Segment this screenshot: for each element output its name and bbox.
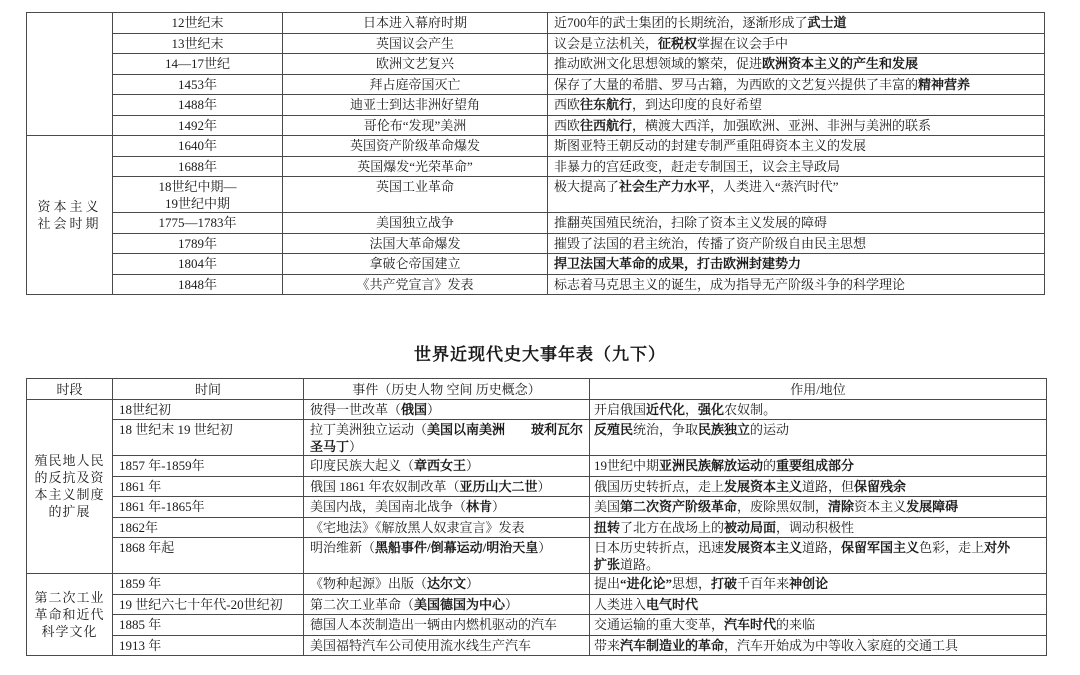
text-segment: ，调动积极性 <box>776 519 855 535</box>
effect-cell <box>548 95 1045 116</box>
text-segment: 1775—1783年 <box>158 215 237 230</box>
timeline-row <box>27 54 1045 75</box>
text-segment: 1492年 <box>177 117 217 133</box>
timeline-row <box>27 538 1047 574</box>
timeline-row <box>27 476 1047 497</box>
time-cell <box>113 74 283 95</box>
text-segment: 拿破仑帝国建立 <box>369 256 461 271</box>
text-segment: 标志着马克思主义的诞生，成为指导无产阶级斗争的科学理论 <box>554 276 906 292</box>
text-segment: ，人类进入“蒸汽时代” <box>710 179 839 194</box>
text-segment: 日本历史转折点，迅速 <box>594 540 725 555</box>
bold-text-segment: 亚历山大二世 <box>459 478 538 494</box>
time-cell <box>113 274 283 295</box>
bold-text-segment: 欧洲资本主义的产生和发展 <box>762 56 919 71</box>
bold-text-segment: 林肯 <box>466 499 493 514</box>
text-segment: 摧毁了法国的君主统治，传播了资产阶级自由民主思想 <box>554 235 867 251</box>
page-title: 世界近现代史大事年表（九下） <box>414 345 666 364</box>
time-cell <box>113 538 304 574</box>
text-segment: 1913 年 <box>119 637 162 653</box>
time-cell <box>113 420 304 456</box>
text-segment: 13世纪末 <box>171 35 224 51</box>
header-period: 时段 <box>27 379 113 400</box>
text-segment: 近700年的武士集团的长期统治，逐渐形成了 <box>554 15 808 30</box>
timeline-row <box>27 517 1047 538</box>
text-segment: 千百年来 <box>737 576 790 591</box>
bold-text-segment: 保留残余 <box>854 478 907 494</box>
bold-text-segment: 捍卫法国大革命的成果，打击欧洲封建势力 <box>554 256 802 271</box>
effect-cell <box>590 399 1047 420</box>
time-cell <box>113 456 304 477</box>
text-segment: ，横渡大西洋，加强欧洲、亚洲、非洲与美洲的联系 <box>632 117 932 133</box>
bold-text-segment: 第二次资产阶级革命 <box>620 499 738 514</box>
text-segment: 的运动 <box>750 422 790 437</box>
time-cell <box>113 497 304 518</box>
event-cell <box>283 54 548 75</box>
text-segment: 非暴力的宫廷政变，赶走专制国王，议会主导政局 <box>554 158 841 174</box>
effect-cell <box>590 574 1047 595</box>
text-segment: 迪亚士到达非洲好望角 <box>349 97 480 112</box>
bold-text-segment: 黑船事件/倒幕运动/明治天皇 <box>375 540 539 555</box>
upper-table-body <box>27 13 1045 295</box>
event-cell <box>304 517 590 538</box>
timeline-row <box>27 615 1047 636</box>
time-cell <box>113 476 304 497</box>
event-cell <box>283 156 548 177</box>
time-cell <box>113 517 304 538</box>
timeline-row <box>27 233 1045 254</box>
bold-text-segment: 发展资本主义 <box>724 478 803 494</box>
table-header <box>27 379 1047 400</box>
text-segment: 第二次工业革命（ <box>310 596 415 612</box>
bold-text-segment: 精神营养 <box>918 76 971 92</box>
text-segment: 拉丁美洲独立运动（ <box>310 422 428 437</box>
period-label: 殖民地人民的反抗及资本主义制度的扩展 <box>34 453 105 520</box>
text-segment: 1453年 <box>177 76 217 92</box>
text-segment: 《共产党宣言》发表 <box>356 276 474 292</box>
text-segment: 明治维新（ <box>310 540 376 555</box>
text-segment: 提出 <box>594 576 621 591</box>
effect-cell <box>548 136 1045 157</box>
text-segment: 《物种起源》出版（ <box>310 576 428 591</box>
text-segment: 1861 年 <box>119 478 162 494</box>
bold-text-segment: 亚洲民族解放运动 <box>659 458 764 473</box>
text-segment: 英国爆发“光荣革命” <box>357 158 473 174</box>
bold-text-segment: 电气时代 <box>646 596 699 612</box>
timeline-row <box>27 213 1045 234</box>
text-segment: 彼得一世改革（ <box>310 401 402 417</box>
event-cell <box>304 635 590 656</box>
text-segment: ） <box>427 401 441 417</box>
bold-text-segment: 汽车时代 <box>724 617 777 632</box>
text-segment: 人类进入 <box>594 596 647 612</box>
time-cell <box>113 233 283 254</box>
text-segment: 道路，但 <box>802 478 855 494</box>
text-segment: 推动欧洲文化思想领域的繁荣，促进 <box>554 56 763 71</box>
effect-cell <box>590 420 1047 456</box>
text-segment: 1861 年-1865年 <box>119 499 205 514</box>
time-cell <box>113 95 283 116</box>
bold-text-segment: 打破 <box>711 576 738 591</box>
event-cell <box>283 254 548 275</box>
timeline-row <box>27 497 1047 518</box>
time-cell <box>113 13 283 34</box>
timeline-row <box>27 635 1047 656</box>
event-cell <box>283 177 548 213</box>
text-segment: ） <box>505 596 519 612</box>
text-segment: 的来临 <box>776 617 816 632</box>
bold-text-segment: 反殖民 <box>594 422 634 437</box>
effect-cell <box>548 254 1045 275</box>
timeline-row <box>27 420 1047 456</box>
text-segment: 了北方在战场上的 <box>620 519 725 535</box>
text-segment: 1789年 <box>177 235 217 251</box>
bold-text-segment: 社会生产力水平 <box>619 179 711 194</box>
text-segment: 美国福特汽车公司使用流水线生产汽车 <box>310 637 532 653</box>
bold-text-segment: 俄国 <box>401 401 428 417</box>
period-label: 资本主义社会时期 <box>37 199 102 231</box>
bold-text-segment: 达尔文 <box>427 576 467 591</box>
text-segment: 带来 <box>594 637 621 653</box>
bold-text-segment: 汽车制造业的革命 <box>620 637 725 653</box>
lower-table-body <box>27 399 1047 656</box>
upper-timeline-table <box>26 12 1045 295</box>
time-cell <box>113 213 283 234</box>
period-cell <box>27 13 113 136</box>
text-segment: 斯图亚特王朝反动的封建专制严重阻碍资本主义的发展 <box>554 138 867 153</box>
text-segment: 欧洲文艺复兴 <box>375 56 454 71</box>
time-cell <box>113 635 304 656</box>
time-cell <box>113 594 304 615</box>
event-cell <box>304 399 590 420</box>
lower-timeline-table <box>26 378 1047 656</box>
timeline-row <box>27 254 1045 275</box>
bold-text-segment: 美国以南美洲 玻利瓦尔 圣马丁 <box>310 422 584 454</box>
text-segment: 美国 <box>594 499 621 514</box>
effect-cell <box>590 635 1047 656</box>
header-effect: 作用/地位 <box>590 379 1047 400</box>
bold-text-segment: 发展障碍 <box>906 499 959 514</box>
text-segment: ） <box>466 458 480 473</box>
text-segment: 1848年 <box>177 276 217 292</box>
text-segment: 日本进入幕府时期 <box>362 15 467 30</box>
text-segment: 色彩，走上 <box>919 540 985 555</box>
bold-text-segment: 往西航行 <box>580 117 633 133</box>
text-segment: 1885 年 <box>119 617 162 632</box>
event-cell <box>304 615 590 636</box>
period-cell <box>27 574 113 656</box>
time-cell <box>113 399 304 420</box>
effect-cell <box>548 177 1045 213</box>
bold-text-segment: 章西女王 <box>414 458 467 473</box>
text-segment: ，到达印度的良好希望 <box>632 97 763 112</box>
text-segment: 19 世纪六七十年代-20世纪初 <box>119 596 283 612</box>
text-segment: ， <box>685 401 699 417</box>
text-segment: 英国工业革命 <box>375 179 454 194</box>
bold-text-segment: 近代化 <box>646 401 686 417</box>
text-segment: 法国大革命爆发 <box>369 235 461 251</box>
event-cell <box>283 233 548 254</box>
event-cell <box>304 574 590 595</box>
header-event: 事件（历史人物 空间 历史概念） <box>304 379 590 400</box>
effect-cell <box>548 74 1045 95</box>
bold-text-segment: “进化论” <box>620 576 673 591</box>
period-label: 第二次工业革命和近代科学文化 <box>34 590 105 639</box>
text-segment: 1868 年起 <box>119 540 175 555</box>
effect-cell <box>548 274 1045 295</box>
event-cell <box>283 213 548 234</box>
timeline-row <box>27 33 1045 54</box>
text-segment: 俄国 1861 年农奴制改革（ <box>310 478 460 494</box>
text-segment: 统治，争取 <box>633 422 699 437</box>
text-segment: 西欧 <box>554 117 581 133</box>
text-segment: 农奴制。 <box>724 401 777 417</box>
effect-cell <box>548 33 1045 54</box>
header-row <box>27 379 1047 400</box>
event-cell <box>304 476 590 497</box>
event-cell <box>283 274 548 295</box>
timeline-row <box>27 156 1045 177</box>
effect-cell <box>590 517 1047 538</box>
text-segment: ，汽车开始成为中等收入家庭的交通工具 <box>724 637 959 653</box>
text-segment: 1688年 <box>177 158 217 174</box>
text-segment: 俄国历史转折点，走上 <box>594 478 725 494</box>
time-cell <box>113 177 283 213</box>
event-cell <box>304 538 590 574</box>
text-segment: 思想， <box>672 576 712 591</box>
text-segment: 1857 年-1859年 <box>119 458 205 473</box>
text-segment: ，废除黑奴制， <box>737 499 829 514</box>
time-cell <box>113 115 283 136</box>
timeline-row <box>27 574 1047 595</box>
effect-cell <box>548 213 1045 234</box>
text-segment: 拜占庭帝国灭亡 <box>369 76 461 92</box>
event-cell <box>283 95 548 116</box>
event-cell <box>304 456 590 477</box>
timeline-row <box>27 177 1045 213</box>
effect-cell <box>548 54 1045 75</box>
time-cell <box>113 156 283 177</box>
event-cell <box>283 13 548 34</box>
text-segment: ） <box>537 478 551 494</box>
text-segment: 哥伦布“发现”美洲 <box>363 117 467 133</box>
event-cell <box>283 33 548 54</box>
timeline-row <box>27 456 1047 477</box>
timeline-row <box>27 115 1045 136</box>
event-cell <box>283 136 548 157</box>
text-segment: 极大提高了 <box>554 179 620 194</box>
header-time: 时间 <box>113 379 304 400</box>
timeline-row <box>27 274 1045 295</box>
event-cell <box>283 115 548 136</box>
text-segment: 印度民族大起义（ <box>310 458 415 473</box>
text-segment: 18世纪中期— 19世纪中期 <box>158 179 237 211</box>
text-segment: ） <box>492 499 506 514</box>
time-cell <box>113 574 304 595</box>
bold-text-segment: 强化 <box>698 401 725 417</box>
effect-cell <box>548 233 1045 254</box>
bold-text-segment: 重要组成部分 <box>776 458 855 473</box>
text-segment: 推翻英国殖民统治，扫除了资本主义发展的障碍 <box>554 215 828 230</box>
bold-text-segment: 被动局面 <box>724 519 777 535</box>
event-cell <box>304 594 590 615</box>
effect-cell <box>590 538 1047 574</box>
time-cell <box>113 54 283 75</box>
effect-cell <box>548 156 1045 177</box>
event-cell <box>304 420 590 456</box>
text-segment: 14—17世纪 <box>164 56 230 71</box>
text-segment: 掌握在议会手中 <box>697 35 789 51</box>
time-cell <box>113 615 304 636</box>
bold-text-segment: 发展资本主义 <box>724 540 803 555</box>
bold-text-segment: 对外 扩张 <box>594 540 1011 572</box>
text-segment: 英国议会产生 <box>375 35 454 51</box>
text-segment: 资本主义 <box>854 499 907 514</box>
text-segment: 19世纪中期 <box>594 458 660 473</box>
timeline-row <box>27 74 1045 95</box>
effect-cell <box>590 476 1047 497</box>
time-cell <box>113 254 283 275</box>
bold-text-segment: 清除 <box>828 499 855 514</box>
effect-cell <box>590 456 1047 477</box>
effect-cell <box>548 115 1045 136</box>
text-segment: 1859 年 <box>119 576 162 591</box>
effect-cell <box>590 594 1047 615</box>
text-segment: ） <box>349 439 363 454</box>
text-segment: 议会是立法机关， <box>554 35 659 51</box>
text-segment: 18 世纪末 19 世纪初 <box>119 422 233 437</box>
text-segment: 道路。 <box>620 557 660 572</box>
bold-text-segment: 往东航行 <box>580 97 633 112</box>
bold-text-segment: 扭转 <box>594 519 621 535</box>
text-segment: 1862年 <box>119 519 159 535</box>
time-cell <box>113 33 283 54</box>
effect-cell <box>590 615 1047 636</box>
text-segment: 英国资产阶级革命爆发 <box>349 138 480 153</box>
bold-text-segment: 保留军国主义 <box>841 540 920 555</box>
timeline-row <box>27 136 1045 157</box>
bold-text-segment: 武士道 <box>807 15 847 30</box>
text-segment: ） <box>466 576 480 591</box>
timeline-row <box>27 95 1045 116</box>
period-cell <box>27 399 113 574</box>
timeline-row <box>27 399 1047 420</box>
text-segment: 交通运输的重大变革， <box>594 617 725 632</box>
bold-text-segment: 征税权 <box>658 35 698 51</box>
effect-cell <box>548 13 1045 34</box>
text-segment: 美国独立战争 <box>375 215 454 230</box>
period-cell <box>27 136 113 295</box>
text-segment: 《宅地法》《解放黑人奴隶宣言》发表 <box>310 519 525 535</box>
text-segment: 德国人本茨制造出一辆由内燃机驱动的汽车 <box>310 617 558 632</box>
text-segment: 1804年 <box>177 256 217 271</box>
time-cell <box>113 136 283 157</box>
bold-text-segment: 美国德国为中心 <box>414 596 506 612</box>
text-segment: 道路， <box>802 540 842 555</box>
text-segment: 1488年 <box>177 97 217 112</box>
text-segment: 西欧 <box>554 97 581 112</box>
event-cell <box>304 497 590 518</box>
text-segment: 12世纪末 <box>171 15 224 30</box>
text-segment: 保存了大量的希腊、罗马古籍，为西欧的文艺复兴提供了丰富的 <box>554 76 919 92</box>
text-segment: ） <box>538 540 552 555</box>
timeline-row <box>27 594 1047 615</box>
text-segment: 的 <box>763 458 777 473</box>
text-segment: 美国内战，美国南北战争（ <box>310 499 467 514</box>
text-segment: 1640年 <box>177 138 217 153</box>
event-cell <box>283 74 548 95</box>
text-segment: 18世纪初 <box>119 401 172 417</box>
bold-text-segment: 民族独立 <box>698 422 751 437</box>
text-segment: 开启俄国 <box>594 401 647 417</box>
timeline-row <box>27 13 1045 34</box>
effect-cell <box>590 497 1047 518</box>
bold-text-segment: 神创论 <box>789 576 829 591</box>
